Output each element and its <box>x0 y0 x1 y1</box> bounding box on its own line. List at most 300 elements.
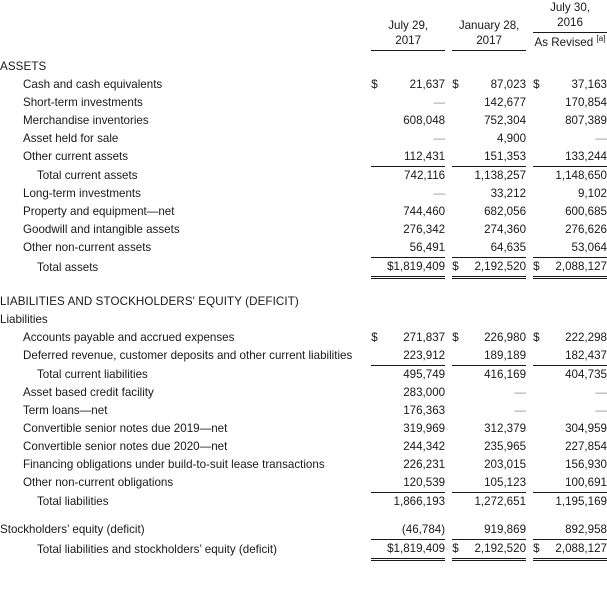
table-row <box>0 474 607 493</box>
column-gap <box>526 311 533 329</box>
column-gap <box>526 329 533 347</box>
column-gap <box>364 239 371 258</box>
value-number: 33,212 <box>490 187 527 200</box>
currency-symbol: $ <box>533 542 540 555</box>
spacer-cell <box>0 51 607 58</box>
value-cell <box>452 474 526 493</box>
header-label-spacer <box>0 0 364 51</box>
column-header-3 <box>533 0 607 51</box>
row-label: Stockholders’ equity (deficit) <box>0 523 145 537</box>
column-gap <box>445 58 452 76</box>
column-gap <box>526 239 533 258</box>
value-dash: — <box>595 132 607 145</box>
column-gap <box>364 438 371 456</box>
value-number: 274,360 <box>484 223 527 236</box>
value-cell <box>452 402 526 420</box>
value-number: 105,123 <box>484 476 527 489</box>
row-label: Total liabilities and stockholders’ equity (deficit) <box>37 542 277 556</box>
value-cell-empty <box>533 58 607 76</box>
value-cell <box>533 203 607 221</box>
value-cell <box>452 76 526 94</box>
row-label: Total liabilities <box>37 494 109 508</box>
column-gap <box>526 438 533 456</box>
value-cell <box>533 456 607 474</box>
value-number: 4,900 <box>497 132 527 145</box>
value-number: 182,437 <box>565 349 607 362</box>
column-gap <box>526 366 533 385</box>
currency-symbol: $ <box>452 542 459 555</box>
value-number: 226,980 <box>484 331 527 344</box>
column-gap <box>364 130 371 148</box>
value-number: 1,272,651 <box>474 495 527 508</box>
value-cell <box>533 130 607 148</box>
column-header-date-line2: 2017 <box>395 34 422 47</box>
value-cell <box>452 112 526 130</box>
currency-symbol: $ <box>371 78 378 91</box>
column-gap <box>526 474 533 493</box>
column-gap <box>445 203 452 221</box>
value-number: 682,056 <box>484 205 527 218</box>
value-cell <box>452 456 526 474</box>
column-gap <box>445 293 452 311</box>
value-cell-empty <box>371 311 445 329</box>
value-cell <box>371 420 445 438</box>
value-number: 1,138,257 <box>474 169 527 182</box>
table-row <box>0 384 607 402</box>
column-gap <box>364 329 371 347</box>
value-cell <box>371 94 445 112</box>
section-gap <box>0 278 607 294</box>
column-header-2 <box>452 0 526 51</box>
value-number: 2,088,127 <box>555 542 607 555</box>
column-gap <box>364 258 371 278</box>
column-gap <box>364 384 371 402</box>
currency-symbol: $ <box>452 78 459 91</box>
row-label: Accounts payable and accrued expenses <box>23 331 235 344</box>
row-label: Deferred revenue, customer deposits and other current liabilities <box>23 349 353 363</box>
column-gap <box>526 521 533 540</box>
value-cell <box>452 521 526 540</box>
value-number: 87,023 <box>490 78 527 91</box>
value-cell <box>533 402 607 420</box>
value-number: 133,244 <box>565 150 607 163</box>
blank-row <box>0 511 607 521</box>
value-number: 203,015 <box>484 458 527 471</box>
column-gap <box>445 0 452 51</box>
value-cell <box>533 347 607 366</box>
value-number: 151,353 <box>484 150 527 163</box>
value-number: 744,460 <box>403 205 446 218</box>
value-dash: — <box>514 386 527 399</box>
value-number: 170,854 <box>565 96 607 109</box>
column-gap <box>364 493 371 512</box>
table-row <box>0 366 607 385</box>
currency-symbol: $ <box>452 331 459 344</box>
table-row <box>0 329 607 347</box>
row-label: Other non-current obligations <box>23 476 174 490</box>
value-number: 142,677 <box>484 96 527 109</box>
column-gap <box>445 239 452 258</box>
column-gap <box>526 76 533 94</box>
value-cell <box>452 148 526 167</box>
value-number: 1,195,169 <box>555 495 607 508</box>
value-number: 2,088,127 <box>555 260 607 273</box>
value-number: 283,000 <box>403 386 446 399</box>
value-number: 227,854 <box>565 440 607 453</box>
value-cell-empty <box>533 311 607 329</box>
value-cell <box>452 540 526 560</box>
column-gap <box>526 420 533 438</box>
table-row <box>0 521 607 540</box>
value-cell <box>371 221 445 239</box>
column-gap <box>445 521 452 540</box>
row-label: Cash and cash equivalents <box>23 78 163 91</box>
table-row <box>0 185 607 203</box>
row-label: Other non-current assets <box>23 241 152 255</box>
table-row <box>0 258 607 278</box>
value-cell-empty <box>371 293 445 311</box>
value-cell <box>371 493 445 512</box>
column-gap <box>445 130 452 148</box>
value-number: 112,431 <box>404 150 446 163</box>
column-gap <box>526 130 533 148</box>
column-gap <box>445 540 452 560</box>
value-number: 21,637 <box>409 78 446 91</box>
column-gap <box>526 58 533 76</box>
column-gap <box>364 203 371 221</box>
value-cell <box>452 94 526 112</box>
value-cell <box>452 384 526 402</box>
value-number: 120,539 <box>403 476 446 489</box>
value-number: 223,912 <box>403 349 446 362</box>
row-label: Total assets <box>37 260 99 274</box>
value-cell <box>533 420 607 438</box>
value-cell <box>533 148 607 167</box>
column-gap <box>526 112 533 130</box>
column-gap <box>364 474 371 493</box>
column-header-date-line1: July 29, <box>388 19 429 32</box>
value-cell <box>452 420 526 438</box>
column-header-date-line1: July 30, <box>550 1 591 14</box>
value-number: 222,298 <box>565 331 607 344</box>
value-number: 189,189 <box>484 349 527 362</box>
currency-symbol: $ <box>371 331 378 344</box>
column-gap <box>364 402 371 420</box>
column-gap <box>445 148 452 167</box>
value-cell <box>371 366 445 385</box>
column-gap <box>445 474 452 493</box>
value-number: 892,958 <box>565 523 607 536</box>
value-number: $1,819,409 <box>387 260 446 273</box>
section-gap-cell <box>0 278 607 294</box>
value-cell <box>452 239 526 258</box>
value-cell <box>533 76 607 94</box>
value-cell <box>371 167 445 186</box>
column-gap <box>526 493 533 512</box>
value-cell <box>533 94 607 112</box>
value-number: 276,342 <box>403 223 446 236</box>
value-number: 600,685 <box>565 205 607 218</box>
column-gap <box>526 540 533 560</box>
column-gap <box>526 402 533 420</box>
value-cell <box>371 402 445 420</box>
value-number: 276,626 <box>565 223 607 236</box>
value-cell-empty <box>452 293 526 311</box>
value-cell <box>533 221 607 239</box>
section-subheading <box>0 311 607 329</box>
column-gap <box>364 167 371 186</box>
column-gap <box>445 438 452 456</box>
column-gap <box>445 402 452 420</box>
value-cell <box>371 130 445 148</box>
value-cell <box>533 258 607 278</box>
column-gap <box>526 0 533 51</box>
value-cell <box>533 239 607 258</box>
value-number: 9,102 <box>577 187 607 200</box>
currency-symbol: $ <box>452 260 459 273</box>
currency-symbol: $ <box>533 78 540 91</box>
value-cell <box>452 493 526 512</box>
row-label: Total current liabilities <box>37 367 148 381</box>
value-cell-empty <box>533 293 607 311</box>
column-gap <box>445 347 452 366</box>
row-label: Term loans—net <box>23 404 108 417</box>
row-label: Convertible senior notes due 2020—net <box>23 440 228 453</box>
column-gap <box>445 221 452 239</box>
value-dash: — <box>433 132 446 145</box>
value-cell <box>452 130 526 148</box>
column-gap <box>526 167 533 186</box>
value-number: 156,930 <box>565 458 607 471</box>
value-number: 37,163 <box>571 78 607 91</box>
column-gap <box>526 384 533 402</box>
footnote-marker: [a] <box>596 33 606 44</box>
value-cell <box>371 76 445 94</box>
column-gap <box>364 293 371 311</box>
value-number: 1,148,650 <box>555 169 607 182</box>
value-number: 919,869 <box>484 523 527 536</box>
column-gap <box>526 347 533 366</box>
column-gap <box>364 185 371 203</box>
value-dash: — <box>514 404 527 417</box>
value-cell <box>452 221 526 239</box>
value-cell <box>371 329 445 347</box>
column-gap <box>364 76 371 94</box>
column-gap <box>445 258 452 278</box>
value-number: 176,363 <box>403 404 446 417</box>
value-cell <box>371 203 445 221</box>
row-label: Asset held for sale <box>23 132 119 145</box>
section-heading-label: ASSETS <box>0 60 47 73</box>
table-row <box>0 94 607 112</box>
table-row <box>0 402 607 420</box>
column-gap <box>364 94 371 112</box>
value-number: 53,064 <box>571 241 607 254</box>
spacer <box>0 51 607 58</box>
value-dash: — <box>595 404 607 417</box>
section-heading <box>0 293 607 311</box>
value-cell <box>533 540 607 560</box>
currency-symbol: $ <box>533 331 540 344</box>
value-cell-empty <box>371 58 445 76</box>
column-gap <box>445 420 452 438</box>
column-gap <box>364 540 371 560</box>
column-gap <box>364 347 371 366</box>
table-row <box>0 438 607 456</box>
value-number: 56,491 <box>409 241 446 254</box>
column-header-date-line2: 2017 <box>476 34 502 47</box>
row-label: Property and equipment—net <box>23 205 175 218</box>
value-number: 319,969 <box>403 422 446 435</box>
value-cell <box>371 258 445 278</box>
row-label: Asset based credit facility <box>23 386 154 399</box>
column-gap <box>445 329 452 347</box>
value-dash: — <box>433 96 446 109</box>
value-number: 304,959 <box>565 422 607 435</box>
value-number: 226,231 <box>403 458 446 471</box>
value-cell <box>533 329 607 347</box>
value-cell <box>371 112 445 130</box>
value-cell <box>371 474 445 493</box>
table-row <box>0 540 607 560</box>
value-number: 244,342 <box>403 440 446 453</box>
table-row <box>0 112 607 130</box>
row-label: Long-term investments <box>23 187 141 200</box>
value-cell <box>452 347 526 366</box>
column-gap <box>445 493 452 512</box>
column-gap <box>364 420 371 438</box>
row-label: Goodwill and intangible assets <box>23 223 180 236</box>
table-row <box>0 167 607 186</box>
value-number: 2,192,520 <box>474 260 527 273</box>
value-dash: — <box>595 386 607 399</box>
value-cell <box>452 329 526 347</box>
table-row <box>0 493 607 512</box>
value-cell-empty <box>452 58 526 76</box>
value-number: 271,837 <box>403 331 446 344</box>
column-gap <box>445 76 452 94</box>
value-cell-empty <box>452 311 526 329</box>
row-label: Merchandise inventories <box>23 114 149 127</box>
column-gap <box>445 384 452 402</box>
column-gap <box>445 94 452 112</box>
column-gap <box>445 456 452 474</box>
value-cell <box>452 185 526 203</box>
column-gap <box>364 311 371 329</box>
value-number: 416,169 <box>484 368 527 381</box>
table-row <box>0 148 607 167</box>
column-gap <box>526 94 533 112</box>
table-row <box>0 239 607 258</box>
value-cell <box>371 521 445 540</box>
column-header-date-line2: 2016 <box>557 16 583 29</box>
value-number: 807,389 <box>565 114 607 127</box>
table-row <box>0 347 607 366</box>
section-subheading-label: Liabilities <box>0 313 48 326</box>
column-header-row <box>0 0 607 51</box>
value-cell <box>533 438 607 456</box>
value-number: 608,048 <box>403 114 446 127</box>
column-gap <box>445 366 452 385</box>
value-number: 752,304 <box>484 114 527 127</box>
value-cell <box>533 112 607 130</box>
column-gap <box>364 0 371 51</box>
value-number: 235,965 <box>484 440 527 453</box>
column-gap <box>526 456 533 474</box>
value-number: 495,749 <box>403 368 446 381</box>
column-gap <box>526 148 533 167</box>
value-cell <box>533 167 607 186</box>
value-cell <box>371 148 445 167</box>
value-cell <box>533 521 607 540</box>
value-cell <box>452 167 526 186</box>
value-cell <box>371 456 445 474</box>
value-number: 404,735 <box>565 368 607 381</box>
table-row <box>0 130 607 148</box>
value-number: (46,784) <box>401 523 446 536</box>
value-cell <box>533 366 607 385</box>
value-dash: — <box>433 187 446 200</box>
section-heading <box>0 58 607 76</box>
row-label: Other current assets <box>23 150 129 164</box>
column-gap <box>364 58 371 76</box>
column-gap <box>364 521 371 540</box>
table-row <box>0 221 607 239</box>
value-cell <box>533 185 607 203</box>
column-gap <box>445 185 452 203</box>
value-cell <box>371 384 445 402</box>
column-gap <box>364 221 371 239</box>
section-heading-label: LIABILITIES AND STOCKHOLDERS' EQUITY (DEFICIT) <box>0 295 299 308</box>
column-gap <box>364 456 371 474</box>
value-cell <box>533 474 607 493</box>
blank-cell <box>0 511 607 521</box>
value-number: 64,635 <box>490 241 527 254</box>
column-gap <box>526 203 533 221</box>
column-gap <box>445 311 452 329</box>
column-header-date-line1: January 28, <box>458 19 520 32</box>
column-gap <box>364 148 371 167</box>
value-cell <box>371 185 445 203</box>
column-gap <box>445 167 452 186</box>
value-cell <box>371 438 445 456</box>
column-gap <box>445 112 452 130</box>
value-cell <box>533 493 607 512</box>
row-label: Short-term investments <box>23 96 143 109</box>
value-cell <box>371 347 445 366</box>
column-gap <box>364 366 371 385</box>
column-gap <box>526 221 533 239</box>
column-gap <box>526 293 533 311</box>
table-row <box>0 76 607 94</box>
table-row <box>0 456 607 474</box>
value-number: 1,866,193 <box>393 495 446 508</box>
table-row <box>0 203 607 221</box>
column-header-1 <box>371 0 445 51</box>
value-number: 100,691 <box>565 476 607 489</box>
value-cell <box>371 239 445 258</box>
value-cell <box>452 438 526 456</box>
value-cell <box>452 203 526 221</box>
value-number: $1,819,409 <box>387 542 446 555</box>
table-row <box>0 420 607 438</box>
value-cell <box>371 540 445 560</box>
value-cell <box>452 366 526 385</box>
row-label: Financing obligations under build-to-suit lease transactions <box>23 458 325 471</box>
currency-symbol: $ <box>533 260 540 273</box>
column-gap <box>364 112 371 130</box>
column-gap <box>526 185 533 203</box>
